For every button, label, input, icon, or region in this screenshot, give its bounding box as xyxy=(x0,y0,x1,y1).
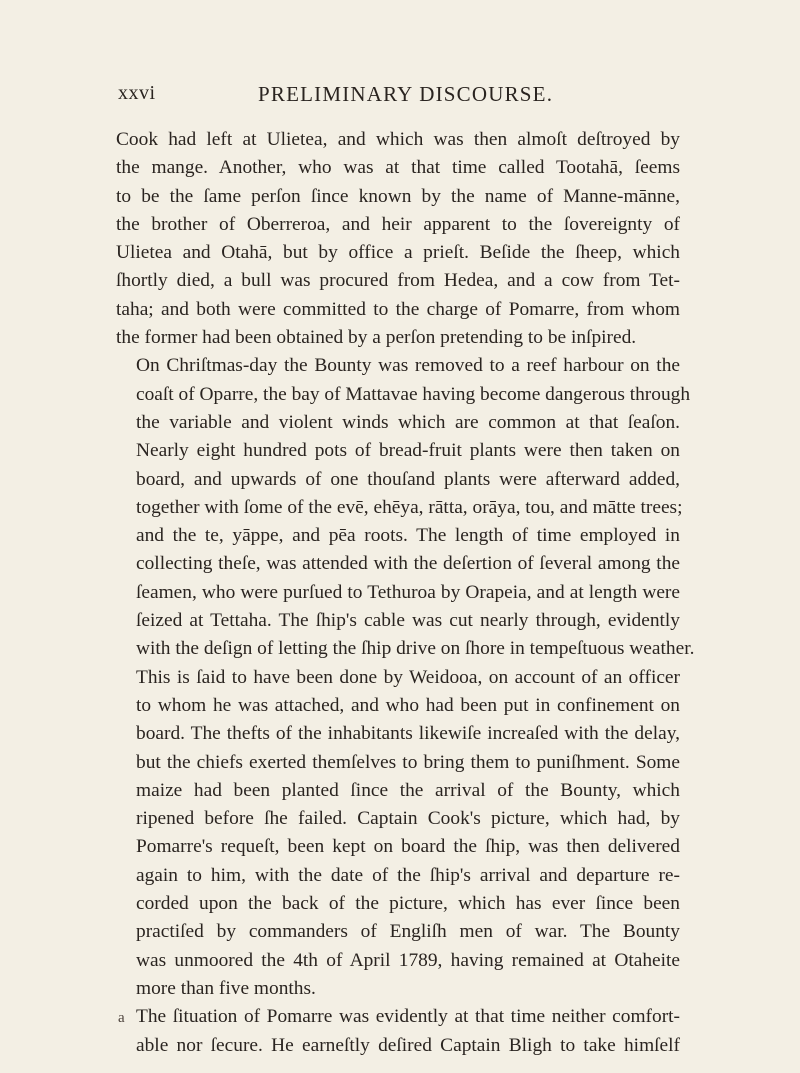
text-line: Ulietea and Otahā, but by office a prieſt. Beſide the ſheep, which xyxy=(116,242,680,264)
text-line: ſeized at Tettaha. The ſhip's cable was cut nearly through, evidently xyxy=(136,610,680,632)
text-line: maize had been planted ſince the arrival of the Bounty, which xyxy=(136,779,680,801)
text-line: board. The thefts of the inhabitants likewiſe increaſed with the delay, xyxy=(136,723,680,745)
text-line: board, and upwards of one thouſand plants were afterward added, xyxy=(136,468,680,490)
text-line: was unmoored the 4th of April 1789, having remained at Otaheite xyxy=(136,949,680,971)
text-line: and the te, yāppe, and pēa roots. The length of time employed in xyxy=(136,525,680,547)
text-line: This is ſaid to have been done by Weidooa, on account of an officer xyxy=(136,666,680,688)
page-header xyxy=(118,82,578,112)
text-line: able nor ſecure. He earneſtly deſired Captain Bligh to take himſelf xyxy=(136,1034,680,1056)
text-line: with the deſign of letting the ſhip drive on ſhore in tempeſtuous weather. xyxy=(136,638,695,660)
paragraph-3 xyxy=(116,1003,680,1060)
page-number: xxvi xyxy=(118,82,156,104)
text-line: corded upon the back of the picture, which has ever ſince been xyxy=(136,893,680,915)
text-line: On Chriſtmas-day the Bounty was removed to a reef harbour on the xyxy=(136,355,680,377)
text-line: ſhortly died, a bull was procured from Hedea, and a cow from Tet- xyxy=(116,270,680,292)
signature-mark: a xyxy=(118,1010,125,1026)
text-line: more than five months. xyxy=(136,977,316,999)
text-line: to whom he was attached, and who had been put in confinement on xyxy=(136,694,680,716)
text-line: taha; and both were committed to the charge of Pomarre, from whom xyxy=(116,298,680,320)
body-text xyxy=(116,126,695,1060)
text-line: The ſituation of Pomarre was evidently at that time neither comfort- xyxy=(136,1006,680,1028)
text-line: the brother of Oberreroa, and heir apparent to the ſovereignty of xyxy=(116,213,680,235)
text-line: ſeamen, who were purſued to Tethuroa by Orapeia, and at length were xyxy=(136,581,680,603)
running-title: PRELIMINARY DISCOURSE. xyxy=(258,82,554,106)
text-line: practiſed by commanders of Engliſh men of war. The Bounty xyxy=(136,921,680,943)
text-line: Pomarre's requeſt, been kept on board the ſhip, was then delivered xyxy=(136,836,680,858)
text-line: together with ſome of the evē, ehēya, rātta, orāya, tou, and mātte trees; xyxy=(136,496,683,518)
text-line: the variable and violent winds which are common at that ſeaſon. xyxy=(136,411,680,433)
text-line: the former had been obtained by a perſon pretending to be inſpired. xyxy=(116,327,637,349)
paragraph-2 xyxy=(116,352,695,1003)
text-line: coaſt of Oparre, the bay of Mattavae having become dangerous through xyxy=(136,383,691,405)
text-line: collecting theſe, was attended with the deſertion of ſeveral among the xyxy=(136,553,680,575)
text-line: ripened before ſhe failed. Captain Cook's picture, which had, by xyxy=(136,808,680,830)
text-line: to be the ſame perſon ſince known by the name of Manne-mānne, xyxy=(116,185,680,207)
text-line: Nearly eight hundred pots of bread-fruit plants were then taken on xyxy=(136,440,680,462)
text-line: but the chiefs exerted themſelves to bring them to puniſhment. Some xyxy=(136,751,680,773)
text-line: Cook had left at Ulietea, and which was then almoſt deſtroyed by xyxy=(116,129,680,150)
text-line: again to him, with the date of the ſhip's arrival and departure re- xyxy=(136,864,680,886)
text-line: the mange. Another, who was at that time called Tootahā, ſeems xyxy=(116,157,680,179)
paragraph-1 xyxy=(116,126,680,352)
